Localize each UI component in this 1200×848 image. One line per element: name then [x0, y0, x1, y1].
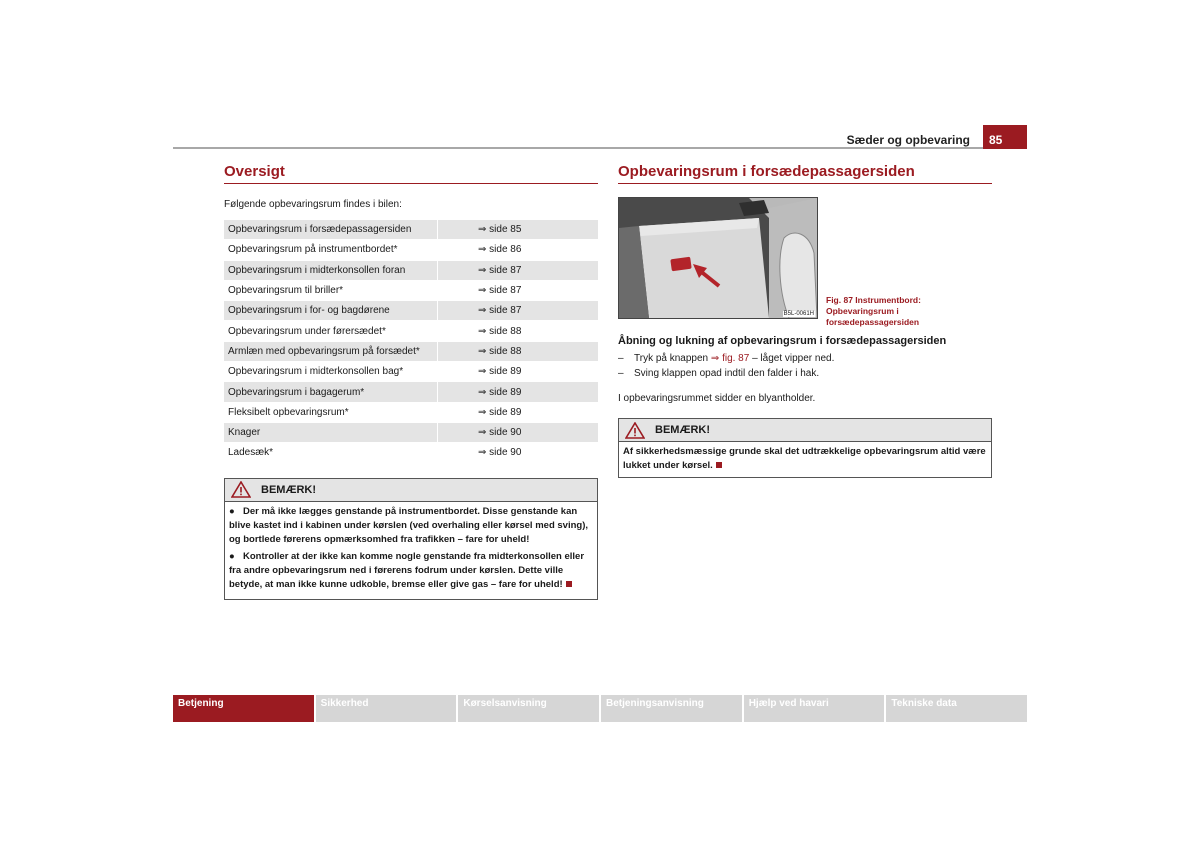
header-rule [173, 147, 1027, 149]
table-row [224, 220, 598, 240]
chapter-tab[interactable]: Hjælp ved havari [742, 695, 885, 722]
row-label: Fleksibelt opbevaringsrum* [224, 402, 438, 422]
row-label: Ladesæk* [224, 443, 438, 463]
row-page-ref[interactable]: ⇒ side 87 [438, 280, 599, 300]
row-label: Opbevaringsrum i midterkonsollen foran [224, 260, 438, 280]
row-page-ref[interactable]: ⇒ side 90 [438, 422, 599, 442]
row-page-ref[interactable]: ⇒ side 88 [438, 321, 599, 341]
table-row [224, 362, 598, 382]
figure-87 [618, 197, 992, 327]
storage-table [224, 220, 598, 464]
table-row [224, 280, 598, 300]
row-page-ref[interactable]: ⇒ side 89 [438, 402, 599, 422]
section-title-overview: Oversigt [224, 163, 598, 184]
table-row [224, 321, 598, 341]
chapter-tab[interactable]: Kørselsanvisning [456, 695, 599, 722]
warning-header [619, 419, 991, 442]
chapter-nav [173, 695, 1027, 722]
warning-triangle-icon [625, 422, 645, 439]
row-label: Opbevaringsrum i bagagerum* [224, 382, 438, 402]
figure-link[interactable]: ⇒ fig. 87 [710, 353, 750, 364]
section-title-glovebox: Opbevaringsrum i forsædepassagersiden [618, 163, 992, 184]
warning-item: ● Der må ikke lægges genstande på instrumentbordet. Disse genstande kan blive kastet ind i kabinen under kørslen (ved overhaling eller kørsel med sving), og bortlede førerens opmærksomhed fra trafikken – fare for uheld! [229, 505, 589, 545]
right-column [618, 163, 992, 478]
chapter-tab[interactable]: Sikkerhed [314, 695, 457, 722]
end-mark-icon [716, 462, 722, 468]
row-label: Opbevaringsrum på instrumentbordet* [224, 240, 438, 260]
row-label: Knager [224, 422, 438, 442]
warning-box [618, 418, 992, 478]
dash-icon: – [618, 353, 624, 364]
row-label: Opbevaringsrum til briller* [224, 280, 438, 300]
warning-title: BEMÆRK! [261, 483, 316, 496]
table-row [224, 240, 598, 260]
table-row [224, 422, 598, 442]
dashboard-illustration [619, 198, 817, 318]
end-mark-icon [566, 581, 572, 587]
intro-text: Følgende opbevaringsrum findes i bilen: [224, 199, 402, 210]
row-page-ref[interactable]: ⇒ side 86 [438, 240, 599, 260]
table-row [224, 260, 598, 280]
row-label: Opbevaringsrum i forsædepassagersiden [224, 220, 438, 240]
step-item: – Sving klappen opad indtil den falder i hak. [618, 368, 820, 379]
row-label: Opbevaringsrum under førersædet* [224, 321, 438, 341]
row-page-ref[interactable]: ⇒ side 88 [438, 341, 599, 361]
table-row [224, 402, 598, 422]
warning-box [224, 478, 598, 600]
row-label: Opbevaringsrum i midterkonsollen bag* [224, 362, 438, 382]
row-page-ref[interactable]: ⇒ side 87 [438, 301, 599, 321]
figure-caption: Fig. 87 Instrumentbord: Opbevaringsrum i forsædepassagersiden [826, 295, 921, 327]
note-text: I opbevaringsrummet sidder en blyantholder. [618, 393, 816, 404]
warning-body: Af sikkerhedsmæssige grunde skal det udtrækkelige opbevaringsrum altid være lukket under kørsel. [623, 446, 986, 471]
table-row [224, 341, 598, 361]
figure-code: B5L-0061H [783, 311, 814, 317]
left-column [224, 163, 598, 600]
row-page-ref[interactable]: ⇒ side 89 [438, 382, 599, 402]
table-row [224, 443, 598, 463]
row-label: Armlæn med opbevaringsrum på forsædet* [224, 341, 438, 361]
warning-title: BEMÆRK! [655, 424, 710, 436]
step-item: – Tryk på knappen ⇒ fig. 87 – låget vipper ned. [618, 353, 835, 364]
chapter-tab[interactable]: Betjening [173, 695, 314, 722]
warning-triangle-icon [231, 481, 251, 498]
dash-icon: – [618, 368, 624, 379]
glovebox-photo [618, 197, 818, 319]
warning-item: ● Kontroller at der ikke kan komme nogle genstande fra midterkonsollen eller fra andre opbevaringsrum ned i førerens fodrum under kørslen. Dette ville betyde, at man ikke kunne udkoble, bremse eller give gas – fare for uheld! [229, 550, 585, 590]
subheading: Åbning og lukning af opbevaringsrum i forsædepassagersiden [618, 335, 947, 347]
page-number: 85 [983, 125, 1027, 149]
running-header: Sæder og opbevaring [846, 133, 970, 147]
warning-header [225, 479, 597, 502]
warning-body [225, 502, 597, 599]
table-row [224, 301, 598, 321]
table-row [224, 382, 598, 402]
row-page-ref[interactable]: ⇒ side 89 [438, 362, 599, 382]
row-page-ref[interactable]: ⇒ side 87 [438, 260, 599, 280]
row-label: Opbevaringsrum i for- og bagdørene [224, 301, 438, 321]
chapter-tab[interactable]: Tekniske data [884, 695, 1027, 722]
row-page-ref[interactable]: ⇒ side 85 [438, 220, 599, 240]
bullet-icon: ● [229, 505, 235, 517]
row-page-ref[interactable]: ⇒ side 90 [438, 443, 599, 463]
chapter-tab[interactable]: Betjeningsanvisning [599, 695, 742, 722]
bullet-icon: ● [229, 550, 235, 562]
